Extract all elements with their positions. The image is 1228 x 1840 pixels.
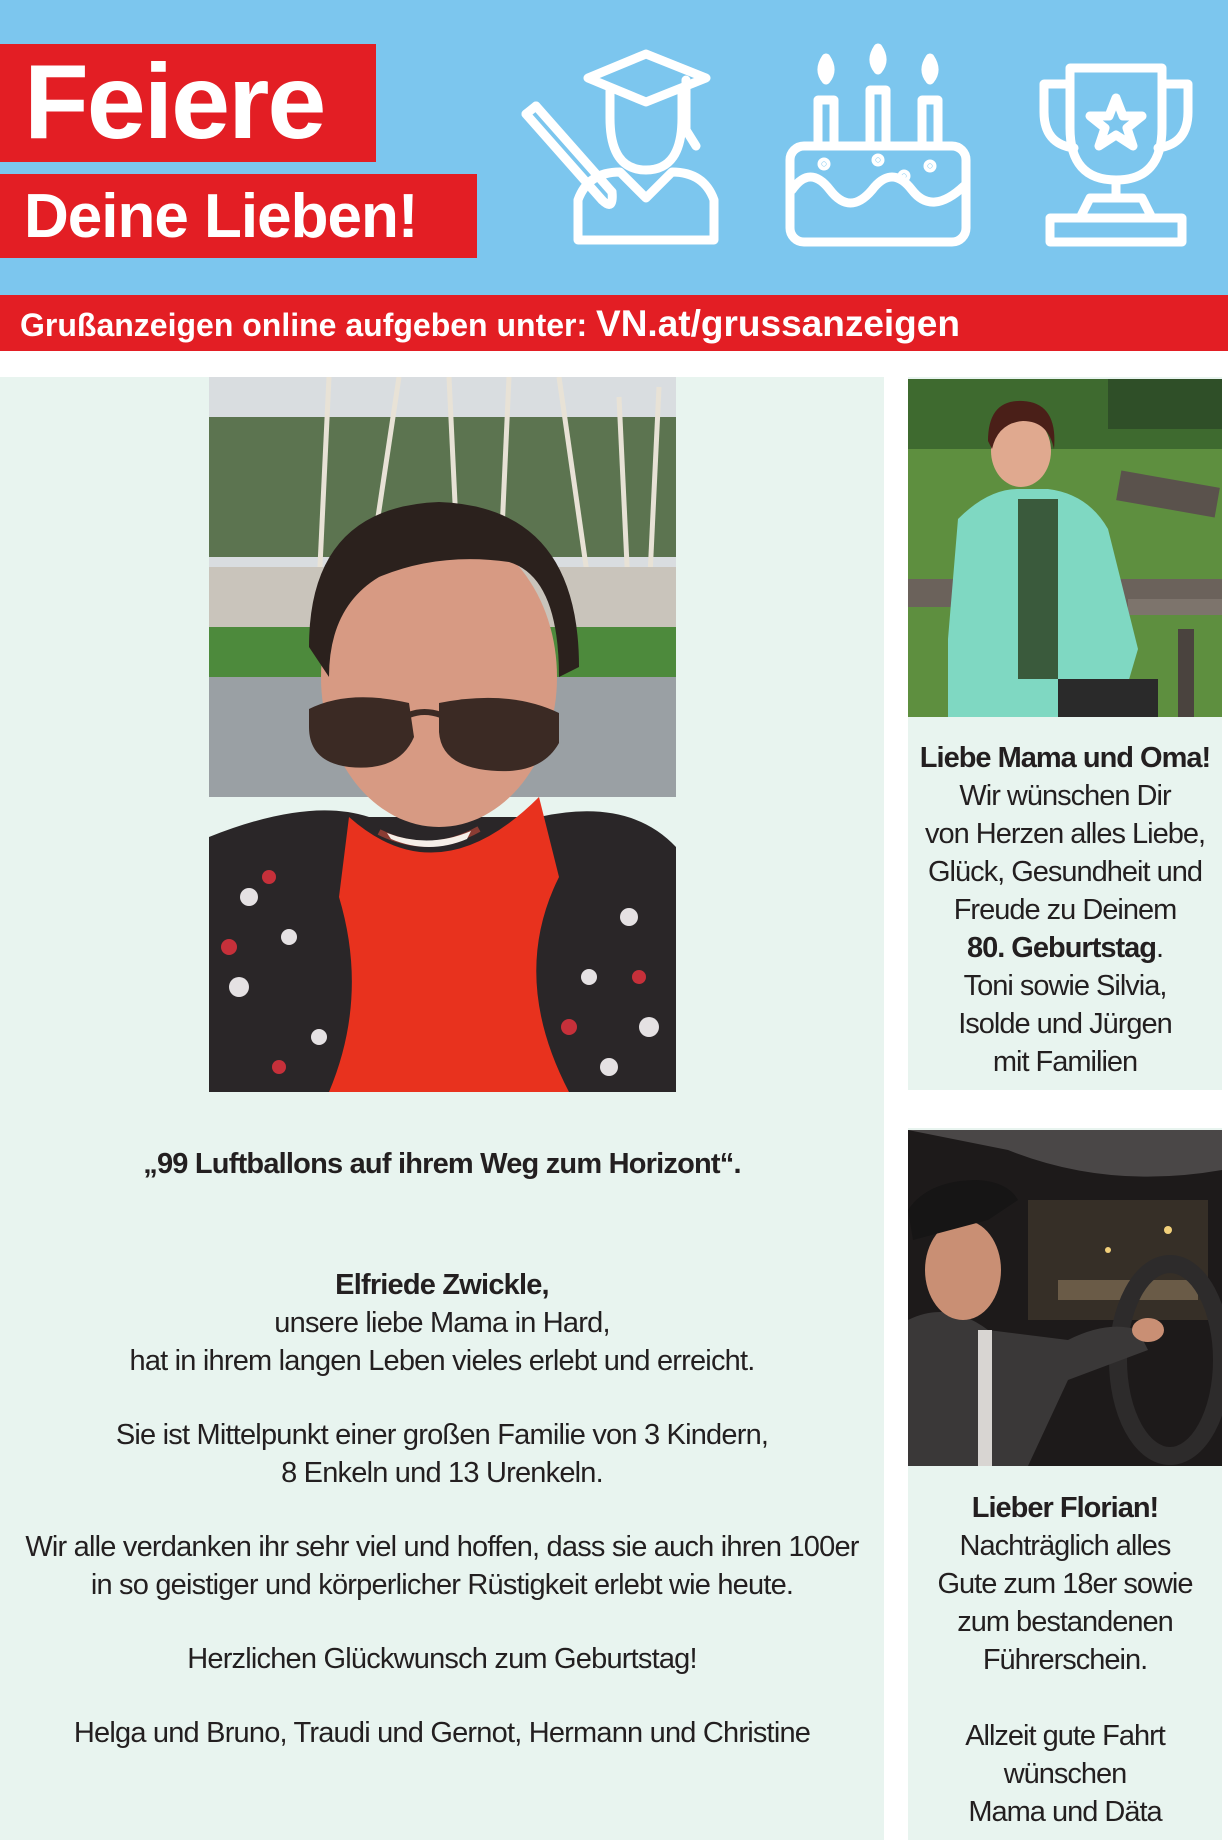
side-ad-2-text (908, 1489, 1222, 1831)
side-ad-1-heading: Liebe Mama und Oma! (919, 742, 1211, 774)
main-ad-line-7: Herzlichen Glückwunsch zum Geburtstag! (187, 1643, 697, 1675)
side-ad-2-line-6: wünschen (1003, 1758, 1127, 1790)
side-ad-2-line-4: Führerschein. (982, 1644, 1148, 1676)
title-box-feiere (0, 44, 376, 162)
main-ad-line-4: 8 Enkeln und 13 Urenkeln. (281, 1457, 603, 1489)
main-ad-signature: Helga und Bruno, Traudi und Gernot, Hermann und Christine (73, 1717, 811, 1749)
main-ad-quote: „99 Luftballons auf ihrem Weg zum Horizont“. (143, 1148, 741, 1180)
order-bar-label: Grußanzeigen online aufgeben unter: (20, 307, 597, 343)
order-bar-url[interactable]: VN.at/grussanzeigen (596, 303, 960, 344)
side-ad-2-photo (908, 1130, 1222, 1466)
side-ad-1-text (908, 739, 1222, 1081)
title-box-deine-lieben (0, 174, 477, 258)
main-ad-text (0, 1266, 884, 1752)
main-ad-line-1: unsere liebe Mama in Hard, (274, 1307, 610, 1339)
main-ad-name: Elfriede Zwickle, (335, 1269, 549, 1301)
side-ad-1-line-2: von Herzen alles Liebe, (924, 818, 1206, 850)
main-ad-line-5: Wir alle verdanken ihr sehr viel und hoffen, dass sie auch ihren 100er (25, 1531, 859, 1563)
side-ad-2-line-5: Allzeit gute Fahrt (965, 1720, 1165, 1752)
trophy-icon (1034, 40, 1198, 250)
side-ad-1-line-4: Freude zu Deinem (953, 894, 1177, 926)
side-ad-1-line-3: Glück, Gesundheit und (927, 856, 1202, 888)
birthday-cake-icon (780, 40, 976, 250)
side-ad-2-line-1: Nachträglich alles (959, 1530, 1171, 1562)
graduate-icon (518, 40, 724, 250)
side-ad-2-line-7: Mama und Däta (968, 1796, 1162, 1828)
side-ad-1-line-6: Isolde und Jürgen (958, 1008, 1172, 1040)
side-ad-1-photo (908, 379, 1222, 717)
side-ad-2-heading: Lieber Florian! (971, 1492, 1159, 1524)
side-ad-1-line-1: Wir wünschen Dir (959, 780, 1171, 812)
title-line-2: Deine Lieben! (24, 182, 418, 251)
side-ad-2-line-2: Gute zum 18er sowie (937, 1568, 1193, 1600)
side-ad-1-line-5: Toni sowie Silvia, (963, 970, 1167, 1002)
header-banner (0, 0, 1228, 295)
side-ad-1-birthday: 80. Geburtstag (966, 932, 1156, 964)
main-ad-photo (209, 377, 676, 1092)
side-ad-2-line-3: zum bestandenen (957, 1606, 1173, 1638)
main-ad-line-2: hat in ihrem langen Leben vieles erlebt und erreicht. (129, 1345, 755, 1377)
online-order-bar (0, 295, 1228, 351)
side-ad-1-birthday-suffix: . (1156, 932, 1164, 964)
side-ad-1-line-7: mit Familien (992, 1046, 1138, 1078)
main-ad-line-6: in so geistiger und körperlicher Rüstigkeit erlebt wie heute. (90, 1569, 794, 1601)
main-ad-line-3: Sie ist Mittelpunkt einer großen Familie von 3 Kindern, (115, 1419, 769, 1451)
title-line-1: Feiere (24, 43, 325, 161)
